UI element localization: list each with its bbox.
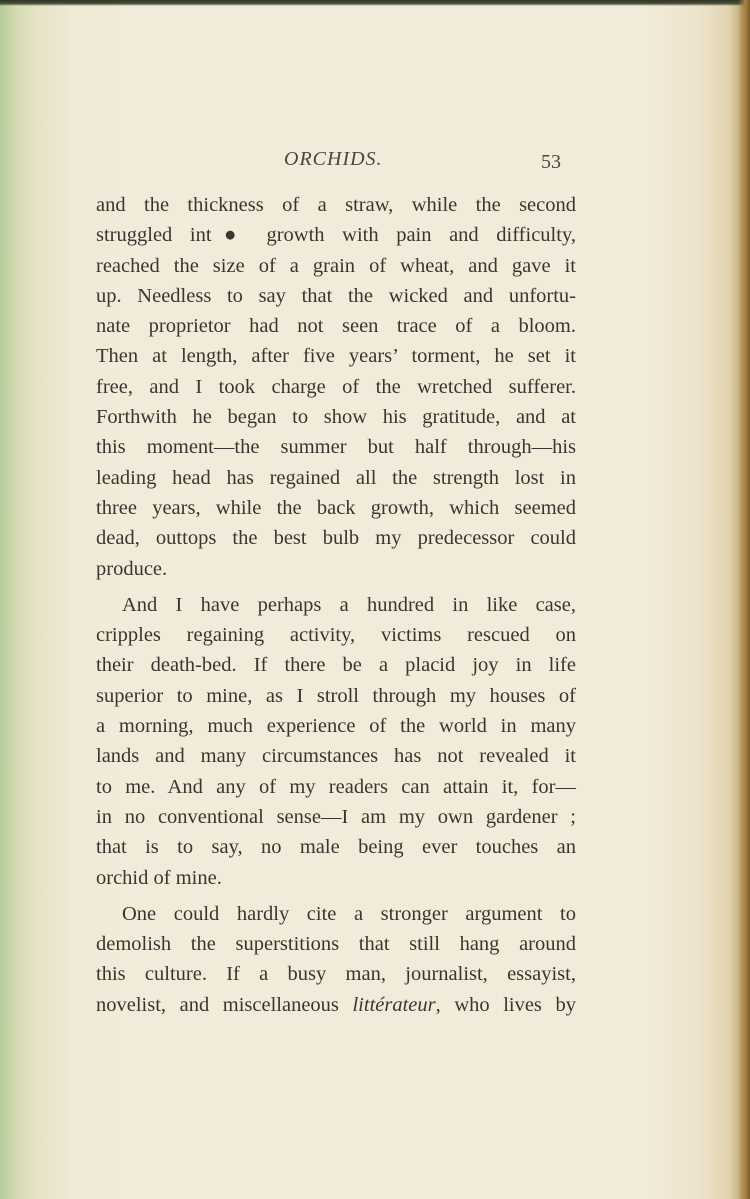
text-line: One could hardly cite a stronger argument to bbox=[122, 902, 576, 925]
text-segment: novelist, and miscellaneous bbox=[96, 993, 353, 1016]
text-line: reached the size of a grain of wheat, and gave it bbox=[96, 254, 576, 277]
text-line: leading head has regained all the strength lost in bbox=[96, 466, 576, 489]
text-line: this culture. If a busy man, journalist, essayist, bbox=[96, 963, 576, 986]
paragraph bbox=[96, 899, 576, 1020]
text-line: three years, while the back growth, which seemed bbox=[96, 496, 576, 519]
italic-word: littérateur bbox=[352, 993, 436, 1016]
text-line: Then at length, after five years’ torment, he set it bbox=[96, 345, 576, 368]
text-line: Forthwith he began to show his gratitude, and at bbox=[96, 406, 576, 429]
text-line: this moment—the summer but half through—his bbox=[96, 436, 576, 459]
page-number: 53 bbox=[541, 151, 561, 173]
text-line: and the thickness of a straw, while the second bbox=[96, 194, 576, 216]
text-line: to me. And any of my readers can attain it, for— bbox=[96, 775, 576, 798]
paragraph bbox=[96, 190, 576, 584]
body-text bbox=[96, 190, 576, 1020]
text-line-final bbox=[96, 990, 576, 1020]
page-top-edge bbox=[0, 0, 750, 6]
text-line: demolish the superstitions that still hang around bbox=[96, 933, 576, 956]
text-line: produce. bbox=[96, 557, 168, 580]
text-line: in no conventional sense—I am my own gardener ; bbox=[96, 805, 576, 828]
text-line: their death-bed. If there be a placid joy in life bbox=[96, 654, 576, 677]
text-segment: , who lives by bbox=[435, 993, 576, 1016]
running-title: ORCHIDS. bbox=[284, 148, 383, 170]
text-line: free, and I took charge of the wretched sufferer. bbox=[96, 375, 576, 398]
text-line: that is to say, no male being ever touches an bbox=[96, 836, 576, 859]
text-line: a morning, much experience of the world in many bbox=[96, 715, 576, 738]
paragraph bbox=[96, 590, 576, 893]
text-line: dead, outtops the best bulb my predecessor could bbox=[96, 527, 576, 550]
text-line: nate proprietor had not seen trace of a bloom. bbox=[96, 315, 576, 338]
text-line: orchid of mine. bbox=[96, 866, 222, 889]
text-line: cripples regaining activity, victims rescued on bbox=[96, 624, 576, 647]
running-head bbox=[0, 148, 750, 180]
text-line: superior to mine, as I stroll through my houses of bbox=[96, 684, 576, 707]
text-line: And I have perhaps a hundred in like case, bbox=[122, 593, 576, 616]
text-line: lands and many circumstances has not revealed it bbox=[96, 745, 576, 768]
text-line: up. Needless to say that the wicked and unfortu- bbox=[96, 284, 576, 307]
text-line: struggled int● growth with pain and difficulty, bbox=[96, 224, 576, 247]
